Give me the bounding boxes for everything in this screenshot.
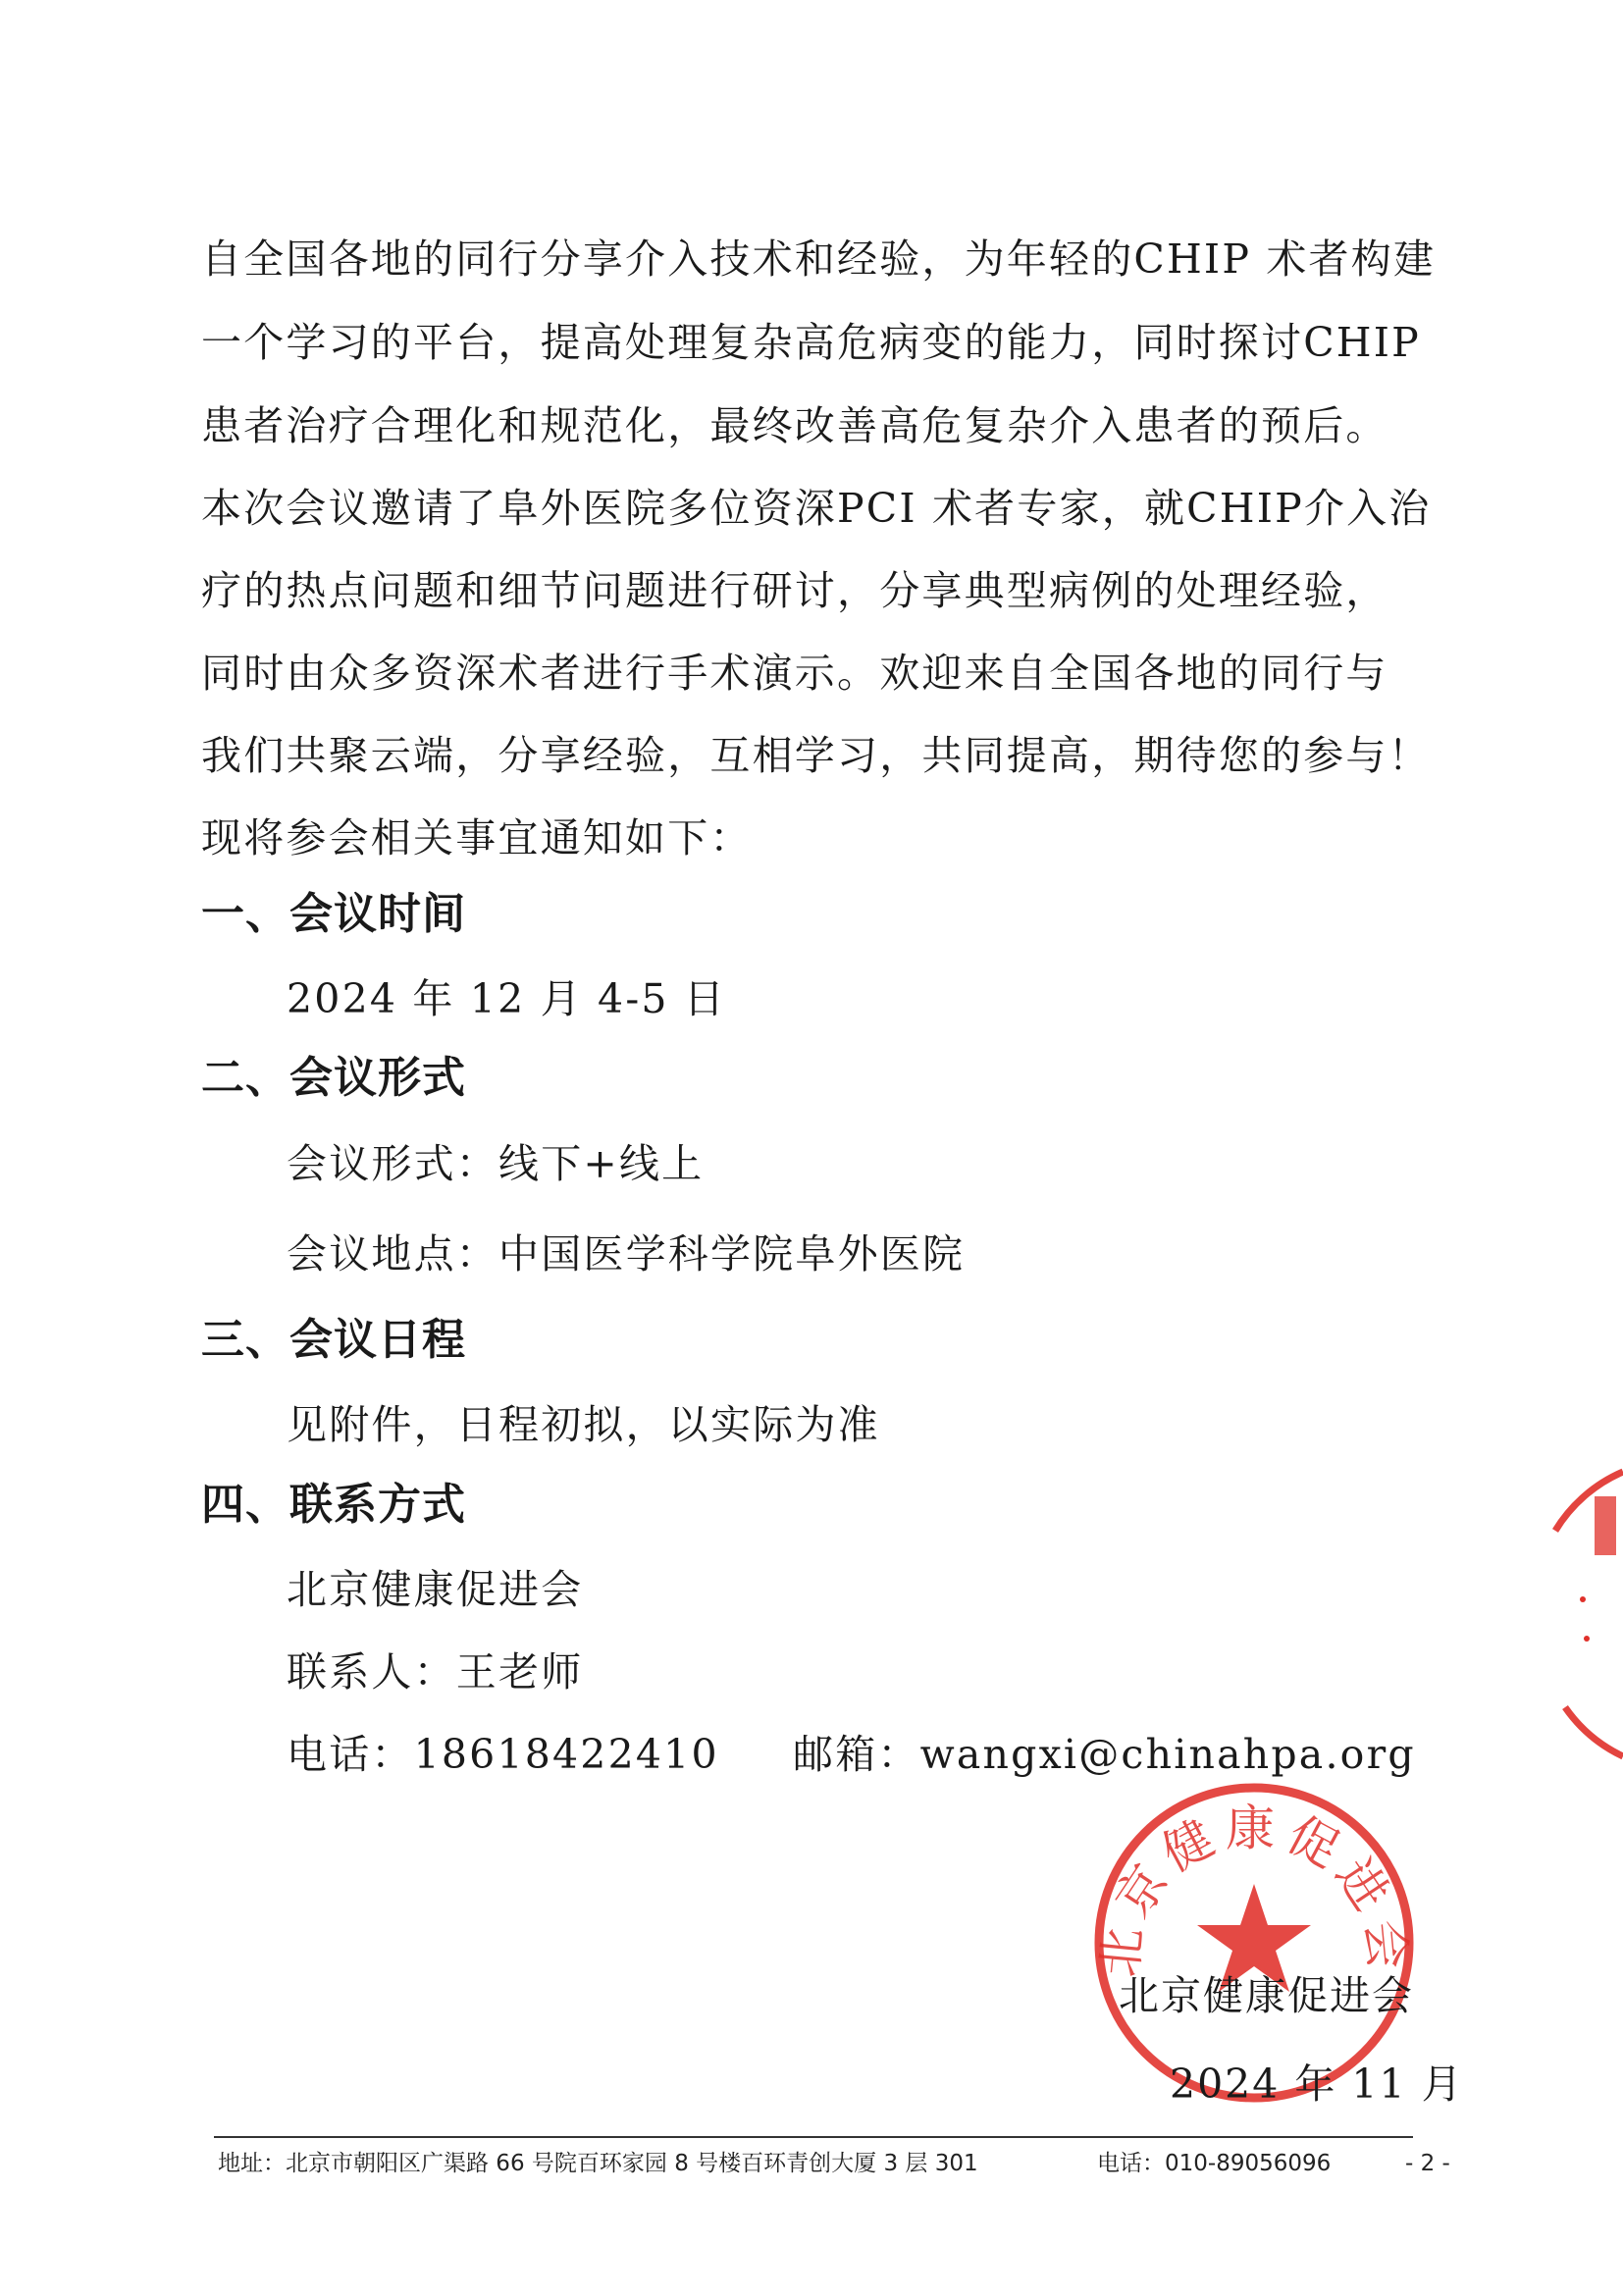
footer-address: 地址：北京市朝阳区广渠路 66 号院百环家园 8 号楼百环青创大厦 3 层 301 [218, 2151, 978, 2176]
schedule-note: 见附件，日程初拟，以实际为准 [287, 1401, 880, 1448]
section-heading-format: 二、会议形式 [201, 1053, 466, 1103]
footer-phone: 电话：010-89056096 [1097, 2151, 1332, 2176]
body-line: 同时由众多资深术者进行手术演示。欢迎来自全国各地的同行与 [201, 650, 1388, 697]
body-line: 自全国各地的同行分享介入技术和经验，为年轻的CHIP 术者构建 [201, 235, 1437, 283]
body-line: 疗的热点问题和细节问题进行研讨，分享典型病例的处理经验， [201, 567, 1388, 614]
seal-text: 北京健康促进会 [1090, 1800, 1418, 1980]
contact-org: 北京健康促进会 [287, 1566, 584, 1613]
section-heading-time: 一、会议时间 [201, 889, 466, 939]
body-line: 患者治疗合理化和规范化，最终改善高危复杂介入患者的预后。 [201, 402, 1388, 449]
contact-phone: 电话：18618422410 [287, 1731, 719, 1778]
partial-seal-stamp [1526, 1452, 1623, 1776]
meeting-format: 会议形式：线下+线上 [287, 1140, 705, 1187]
contact-email: 邮箱：wangxi@chinahpa.org [793, 1731, 1416, 1778]
section-heading-schedule: 三、会议日程 [201, 1315, 466, 1365]
body-line: 我们共聚云端，分享经验，互相学习，共同提高，期待您的参与！ [201, 732, 1431, 779]
meeting-date: 2024 年 12 月 4-5 日 [287, 975, 727, 1022]
organization-seal [1087, 1776, 1421, 2110]
contact-person: 联系人：王老师 [287, 1648, 584, 1696]
footer-divider [214, 2136, 1413, 2138]
body-line: 现将参会相关事宜通知如下： [201, 814, 753, 861]
body-line: 本次会议邀请了阜外医院多位资深PCI 术者专家，就CHIP介入治 [201, 485, 1432, 532]
signature-date: 2024 年 11 月 [1170, 2061, 1464, 2108]
page-number: - 2 - [1405, 2151, 1450, 2176]
body-line: 一个学习的平台，提高处理复杂高危病变的能力，同时探讨CHIP [201, 319, 1421, 366]
meeting-location: 会议地点：中国医学科学院阜外医院 [287, 1230, 966, 1278]
section-heading-contact: 四、联系方式 [201, 1480, 466, 1530]
signature-org: 北京健康促进会 [1119, 1972, 1414, 2019]
